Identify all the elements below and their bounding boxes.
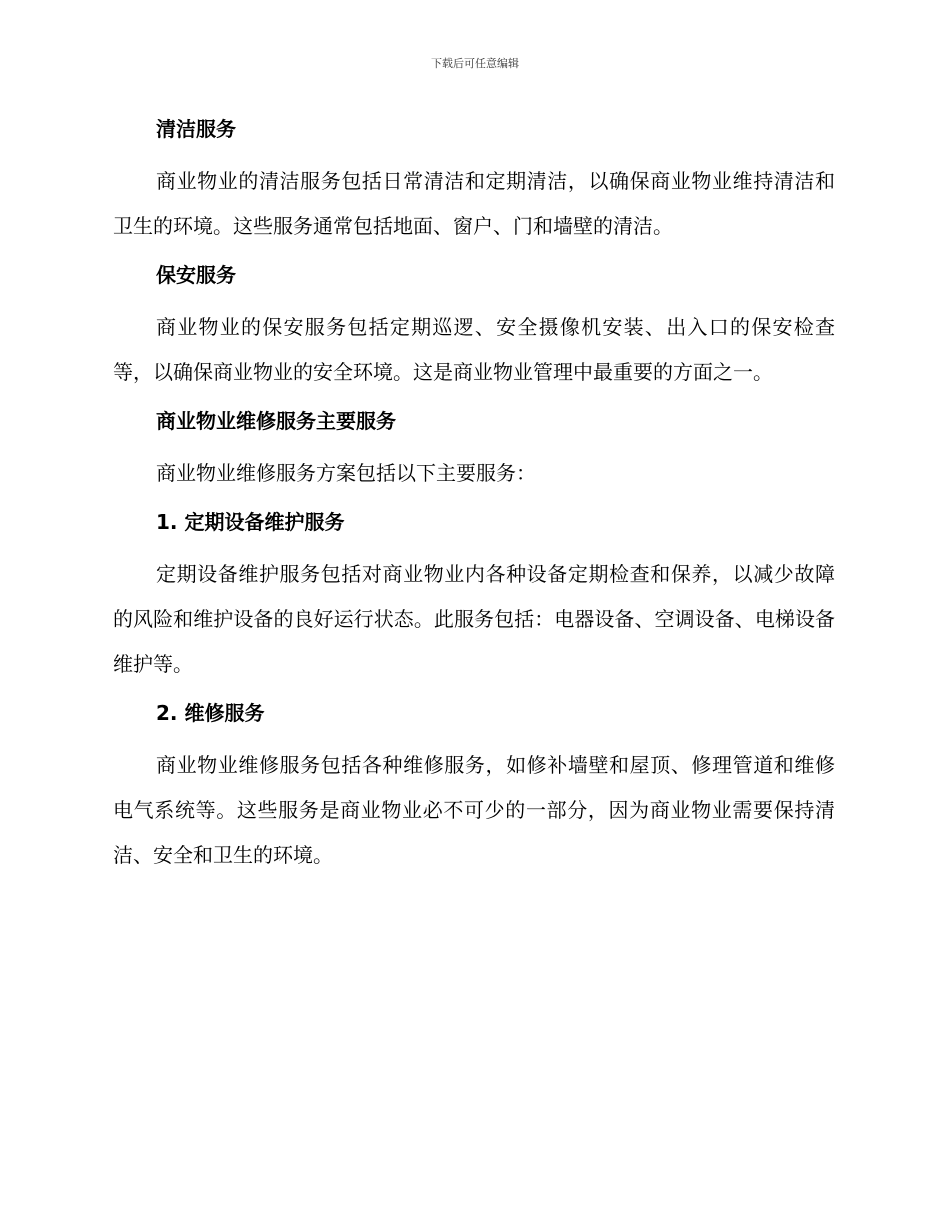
section-heading-security: 保安服务 bbox=[156, 263, 236, 287]
section-body-equipment: 定期设备维护服务包括对商业物业内各种设备定期检查和保养，以减少故障的风险和维护设备的良好运行状态。此服务包括：电器设备、空调设备、电梯设备维护等。 bbox=[113, 562, 835, 676]
page-header: 下载后可任意编辑 bbox=[431, 57, 519, 70]
section-body-maintenance: 商业物业维修服务方案包括以下主要服务： bbox=[156, 461, 536, 485]
section-heading-repair: 2. 维修服务 bbox=[156, 701, 265, 725]
section-heading-maintenance: 商业物业维修服务主要服务 bbox=[156, 409, 396, 433]
section-heading-equipment: 1. 定期设备维护服务 bbox=[156, 510, 345, 534]
section-body-security: 商业物业的保安服务包括定期巡逻、安全摄像机安装、出入口的保安检查等，以确保商业物业的安全环境。这是商业物业管理中最重要的方面之一。 bbox=[113, 315, 835, 384]
section-heading-cleaning: 清洁服务 bbox=[156, 117, 236, 141]
document-body bbox=[113, 113, 835, 878]
section-body-cleaning: 商业物业的清洁服务包括日常清洁和定期清洁，以确保商业物业维持清洁和卫生的环境。这些服务通常包括地面、窗户、门和墙壁的清洁。 bbox=[113, 169, 835, 238]
section-body-repair: 商业物业维修服务包括各种维修服务，如修补墙壁和屋顶、修理管道和维修电气系统等。这些服务是商业物业必不可少的一部分，因为商业物业需要保持清洁、安全和卫生的环境。 bbox=[113, 753, 835, 867]
